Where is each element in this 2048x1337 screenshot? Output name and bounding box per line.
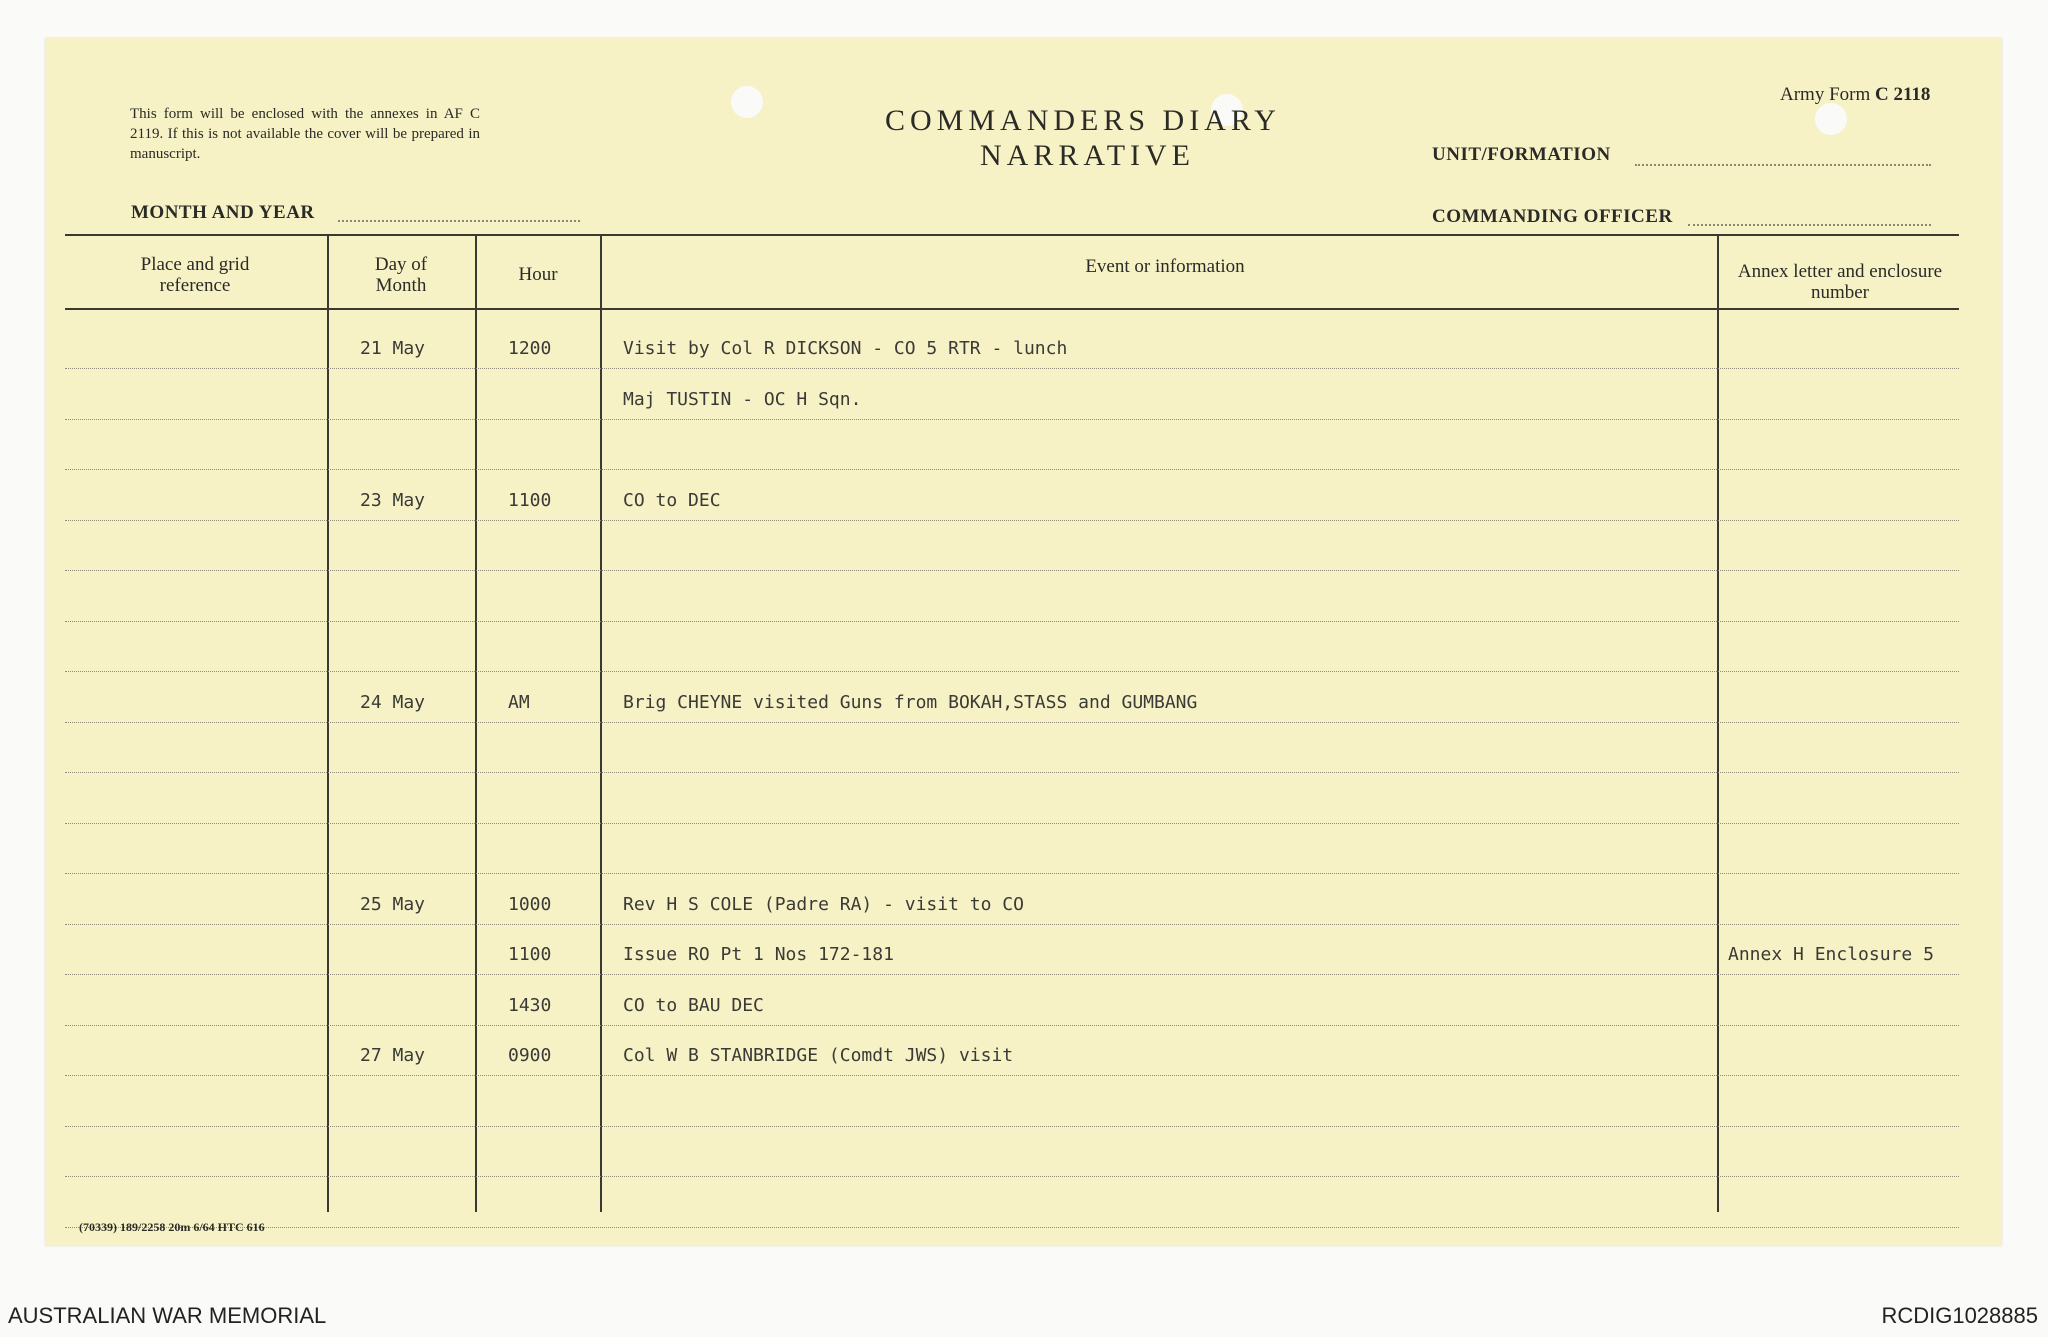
column-header-event: Event or information — [1085, 256, 1245, 277]
table-top-border — [65, 234, 1959, 236]
entry-hour: 1000 — [508, 893, 552, 915]
ruled-line — [65, 570, 1959, 571]
month-year-field — [338, 220, 580, 222]
ruled-line — [65, 368, 1959, 369]
table-header-border — [65, 308, 1959, 310]
ruled-line — [65, 621, 1959, 622]
ruled-line — [65, 1227, 1959, 1228]
ruled-line — [65, 772, 1959, 773]
form-subtitle: NARRATIVE — [980, 139, 1195, 172]
unit-formation-field — [1635, 164, 1931, 166]
column-divider — [600, 234, 602, 1212]
form-number: C 2118 — [1875, 84, 1931, 105]
form-number-prefix: Army Form — [1780, 84, 1871, 105]
archive-institution: AUSTRALIAN WAR MEMORIAL — [8, 1303, 327, 1328]
entry-event: CO to BAU DEC — [623, 994, 764, 1016]
entry-hour: 0900 — [508, 1045, 552, 1066]
form-instructions: This form will be enclosed with the annexes in AF C 2119. If this is not available the cover will be prepared in manuscript. — [130, 106, 480, 162]
ruled-line — [65, 1075, 1959, 1076]
column-header-place: Place and grid reference — [140, 254, 250, 296]
entry-event: Col W B STANBRIDGE (Comdt JWS) visit — [623, 1045, 1014, 1066]
ruled-line — [65, 520, 1959, 521]
commanding-officer-label: COMMANDING OFFICER — [1432, 206, 1673, 227]
ruled-line — [65, 671, 1959, 672]
form-title: COMMANDERS DIARY — [885, 104, 1281, 137]
ruled-line — [65, 419, 1959, 420]
entry-day: 21 May — [360, 338, 426, 359]
column-divider — [1717, 234, 1719, 1212]
punch-hole — [731, 86, 763, 118]
entry-event: Visit by Col R DICKSON - CO 5 RTR - lunch — [623, 338, 1068, 359]
column-header-day: Day of Month — [374, 254, 428, 296]
entry-event: Rev H S COLE (Padre RA) - visit to CO — [623, 893, 1024, 915]
entry-day: 27 May — [360, 1045, 426, 1066]
ruled-line — [65, 1126, 1959, 1127]
army-form-number — [1780, 84, 1930, 106]
column-header-hour: Hour — [518, 264, 558, 285]
entry-event: Brig CHEYNE visited Guns from BOKAH,STASS and GUMBANG — [623, 691, 1198, 713]
entry-event: Issue RO Pt 1 Nos 172-181 — [623, 944, 894, 965]
entry-event: CO to DEC — [623, 489, 721, 511]
column-divider — [327, 234, 329, 1212]
ruled-line — [65, 469, 1959, 470]
diary-form-sheet — [45, 38, 2002, 1246]
month-year-label: MONTH AND YEAR — [131, 202, 315, 223]
ruled-line — [65, 873, 1959, 874]
commanding-officer-field — [1688, 224, 1931, 226]
entry-hour: 1100 — [508, 944, 552, 965]
entry-hour: AM — [508, 691, 530, 713]
column-divider — [475, 234, 477, 1212]
ruled-line — [65, 722, 1959, 723]
archive-identifier: RCDIG1028885 — [1881, 1303, 2038, 1328]
entry-day: 23 May — [360, 489, 426, 511]
entry-hour: 1430 — [508, 994, 552, 1016]
ruled-line — [65, 823, 1959, 824]
ruled-line — [65, 924, 1959, 925]
entry-annex: Annex H Enclosure 5 — [1728, 944, 1934, 965]
ruled-line — [65, 1025, 1959, 1026]
ruled-line — [65, 974, 1959, 975]
punch-hole — [1815, 103, 1847, 135]
entry-day: 25 May — [360, 893, 426, 915]
entry-hour: 1100 — [508, 489, 552, 511]
column-header-annex: Annex letter and enclosure number — [1737, 261, 1943, 303]
ruled-line — [65, 1176, 1959, 1177]
entry-event: Maj TUSTIN - OC H Sqn. — [623, 388, 862, 410]
entry-hour: 1200 — [508, 338, 552, 359]
entry-day: 24 May — [360, 691, 426, 713]
unit-formation-label: UNIT/FORMATION — [1432, 144, 1611, 165]
print-code: (70339) 189/2258 20m 6/64 HTC 616 — [79, 1220, 265, 1234]
